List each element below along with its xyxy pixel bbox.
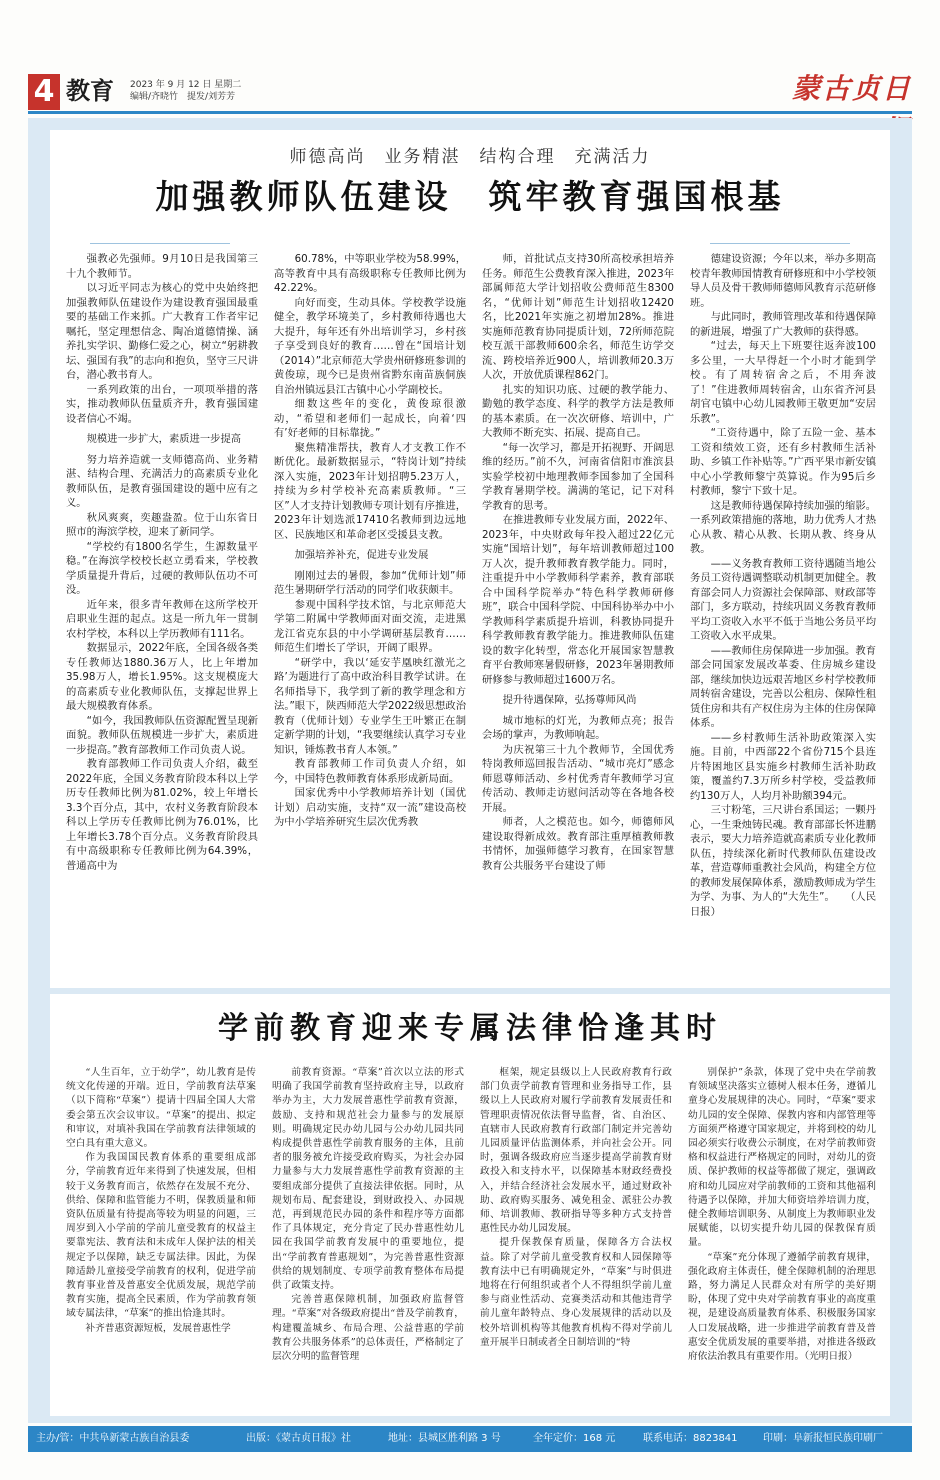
paragraph: 与此同时，教师管理改革和待遇保障的新进展，增强了广大教师的获得感。 [690, 311, 876, 338]
newspaper-logo: 蒙古贞日 [791, 72, 912, 105]
paragraph: 为庆祝第三十九个教师节，全国优秀特岗教师巡回报告活动、“城市亮灯”感念师恩尊师活动、乡村优秀青年教师学习宣传活动、教师走访慰问活动等在各地各校开展。 [482, 743, 674, 814]
article-column-4 [688, 1066, 876, 1408]
paragraph: 城市地标的灯光，为教师点亮；报告会场的掌声，为教师响起。 [482, 714, 674, 741]
paragraph: 扎实的知识功底、过硬的教学能力、勤勉的教学态度、科学的教学方法是教师的基本素质。在一次次研修、培训中，广大教师不断充实、拓展、提高自己。 [482, 383, 674, 439]
article-column-1 [66, 1066, 256, 1408]
paragraph: 参观中国科学技术馆，与北京师范大学第二附属中学教师面对面交流，走进黑龙江省克东县的中小学调研基层教育……师范生们增长了学识，开阔了眼界。 [274, 598, 466, 654]
paragraph: 努力培养造就一支师德高尚、业务精湛、结构合理、充满活力的高素质专业化教师队伍，是教育强国建设的题中应有之义。 [66, 453, 258, 509]
paragraph: “过去，每天上下班要往返奔波100多公里，一大早得赶一个小时才能到学校。有了周转宿舍之后，不用奔波了！”住进教师周转宿舍，山东省齐河县胡官屯镇中心幼儿园教师王敬更加“安居乐教”。 [690, 340, 876, 425]
paragraph: 框架，规定县级以上人民政府教育行政部门负责学前教育管理和业务指导工作，县级以上人民政府对履行学前教育发展责任和管理职责情况依法督导监督，省、自治区、直辖市人民政府教育行政部门制定并完善幼儿园质量评估监测体系，并向社会公开。同时，强调各级政府应当逐步提高学前教育财政投入和支持水平，以保障基本财政经费投入，并结合经济社会发展水平，通过财政补助、政府购买服务、减免租金、派驻公办教师、培训教师、教研指导等多种方式支持普惠性民办幼儿园发展。 [480, 1067, 672, 1235]
footer-publisher: 出版：《蒙古贞日报》社 [246, 1433, 351, 1444]
article-column-3 [482, 252, 674, 980]
footer-phone: 联系电话：8823841 [643, 1433, 738, 1444]
paragraph: “研学中，我以‘延安芋凰映红激光之路’为题进行了高中政治科目教学试讲。在名师指导下，我学到了新的教学理念和方法。”眼下，陕西师范大学2022级思想政治教育（优师计划）专业学生王叶繁正在制定新学期的计划，“我要继续认真学习专业知识，锤炼教书育人本领。” [274, 656, 466, 756]
article-column-2 [272, 1066, 464, 1408]
section-subheading: 提升待遇保障，弘扬尊师风尚 [502, 694, 637, 706]
paragraph: 补齐普惠资源短板，发展普惠性学 [85, 1322, 231, 1334]
masthead [28, 68, 912, 114]
paragraph: “工资待遇中，除了五险一金、基本工资和绩效工资，还有乡村教师生活补助、乡镇工作补贴等。”广西平果市新安镇中心小学教师黎宁英算说。作为95后乡村教师，黎宁下致十足。 [690, 427, 876, 497]
article-teachers [50, 130, 890, 988]
paragraph: 作为我国国民教育体系的重要组成部分，学前教育近年来得到了快速发展，但相较于义务教育而言，依然存在发展不充分、供给、保障和监管能力不明，保教质量和师资队伍质量有待提高等较为明显的问题，三周岁到入小学前的学前儿童受教育的权益主要靠宪法、教育法和未成年人保护法的相关规定予以保障，缺乏专属法律。因此，为保障适龄儿童接受学前教育的权利，促进学前教育事业普及普惠安全优质发展，规范学前教育实施，提高全民素质，作为学前教育领域专属法律，“草案”的推出恰逢其时。 [66, 1152, 256, 1320]
article-preschool-law [50, 994, 890, 1416]
paragraph: 这是教师待遇保障持续加强的缩影。一系列政策措施的落地，助力优秀人才热心从教、精心从教、长期从教、终身从教。 [690, 499, 876, 555]
paragraph: 聚焦精准帮扶，教育人才支教工作不断优化。最新数据显示，“特岗计划”持续深入实施，2023年计划招聘5.23万人，持续为乡村学校补充高素质教师。“三区”人才支持计划教师专项计划有序推进，2023年计划选派17410名教师到边远地区、民族地区和革命老区受援县支教。 [274, 441, 466, 541]
paragraph: 60.78%，中等职业学校为58.99%，高等教育中具有高级职称专任教师比例为42.22%。 [274, 253, 466, 294]
article-headline: 学前教育迎来专属法律恰逢其时 [218, 1011, 722, 1046]
issue-date: 2023 年 9 月 12 日 星期二 [130, 80, 242, 90]
paragraph: 师者，人之模范也。如今，师德师风建设取得新成效。教育部注重厚植教师教书情怀，加强师德学习教育，在国家智慧教育公共服务平台建设了师 [482, 816, 674, 872]
paragraph: 以习近平同志为核心的党中央始终把加强教师队伍建设作为建设教育强国最重要的基础工作来抓。广大教育工作者牢记嘱托，坚定理想信念、陶冶道德情操、涵养扎实学识、勤修仁爱之心，树立“躬耕教坛、强国有我”的志向和抱负，坚守三尺讲台，潜心教书育人。 [66, 282, 258, 381]
headline-rule-left [90, 243, 230, 244]
paragraph: 师，首批试点支持30所高校承担培养任务。师范生公费教育深入推进，2023年部属师范大学计划招收公费师范生8300名，“优师计划”师范生计划招收12420名，比2021年实施之初增加28%。推进实施师范教育协同提质计划，72所师范院校互派干部教师600余名，师范生访学交流、跨校培养近900人，培训教师20.3万人次，开放优质课程862门。 [482, 253, 674, 381]
paragraph: 在推进教师专业发展方面，2022年、2023年，中央财政每年投入超过22亿元实施“国培计划”，每年培训教师超过100万人次，提升教师教育教学能力。同时，注重提升中小学教师科学素养，教育部联合中国科学院举办“特色科学教师研修班”，联合中国科学院、中国科协举办中小学教师科学素质提升培训，科教协同提升科学教师教育教学能力。推进教师队伍建设的数字化转型，常态化开展国家智慧教育平台教师寒暑假研修，2023年暑期教师研修参与教师超过1600万名。 [482, 514, 674, 686]
paragraph: 德建设资源；今年以来，举办多期高校青年教师国情教育研修班和中小学校领导人员及骨干教师师德师风教育示范研修班。 [690, 253, 876, 309]
article-column-2 [274, 252, 466, 980]
article-column-4 [690, 252, 876, 980]
headline-rule-right [710, 243, 850, 244]
page-number: 4 [28, 74, 60, 110]
paragraph: 别保护”条款，体现了党中央在学前教育领域坚决落实立德树人根本任务，遵循儿童身心发展规律的决心。同时，“草案”要求幼儿园的安全保障、保教内容和内部管理等方面须严格遵守国家规定，并将到校的幼儿园必须实行收费公示制度，在对学前教师资格和权益进行严格规定的同时，对幼儿的资质、保护教师的权益等都做了规定，强调政府和幼儿园应对学前教师的工资和其他福利待遇予以保障，并加大师资培养培训力度，健全教师培训职务、从制度上为教师职业发展赋能，以切实提升幼儿园的保教保育质量。 [688, 1067, 876, 1249]
paragraph: 一系列政策的出台，一项项举措的落实，推动教师队伍量质齐升，教育强国建设者信心不竭。 [66, 383, 258, 425]
paragraph: 细数这些年的变化，黄俊琼很激动，“希望和老师们一起成长，向着‘四有’好老师的目标靠拢。” [274, 398, 466, 439]
paragraph: 刚刚过去的暑假，参加“优师计划”师范生暑期研学行活动的同学们收获颇丰。 [274, 569, 466, 596]
article-headline: 加强教师队伍建设 筑牢教育强国根基 [155, 177, 785, 216]
paragraph: “人生百年，立于幼学”，幼儿教育是传统文化传递的开端。近日，学前教育法草案（以下简称“草案”）提请十四届全国人大常委会第五次会议审议。“草案”的提出、拟定和审议，对填补我国在学前教育法律领域的空白具有重大意义。 [66, 1067, 256, 1150]
paragraph: ——教师住房保障进一步加强。教育部会同国家发展改革委、住房城乡建设部，继续加快边远艰苦地区乡村学校教师周转宿舍建设，完善以公租房、保障性租赁住房和共有产权住房为主体的住房保障体系。 [690, 644, 876, 729]
article-column-3 [480, 1066, 672, 1408]
footer-printer: 印刷：阜新报恒民族印刷厂 [763, 1433, 883, 1444]
paragraph: 三寸粉笔，三尺讲台系国运；一颗丹心，一生秉烛铸民魂。教育部部长怀进鹏表示，要大力培养造就高素质专业化教师队伍，持续深化新时代教师队伍建设改革，营造尊师重教社会风尚，构建全方位的教师发展保障体系，激励教师成为学生为学、为事、为人的“大先生”。 （人民日报） [690, 804, 876, 918]
paragraph: 强教必先强师。9月10日是我国第三十九个教师节。 [66, 253, 258, 280]
paragraph: ——乡村教师生活补助政策深入实施。目前，中西部22个省份715个县连片特困地区县实施乡村教师生活补助政策，覆盖约7.3万所乡村学校，受益教师约130万人，人均月补助额394元。 [690, 731, 876, 802]
paragraph: 教育部教师工作司负责人介绍，截至2022年底，全国义务教育阶段本科以上学历专任教师比例为81.02%，较上年增长3.3个百分点，其中，农村义务教育阶段本科以上学历专任教师比例为76.01%，比上年增长3.78个百分点。义务教育阶段具有中高级职称专任教师比例为64.39%，普通高中为 [66, 758, 258, 872]
paragraph: 数据显示，2022年底，全国各级各类专任教师达1880.36万人，比上年增加35.98万人，增长1.95%。这支规模庞大的高素质专业化教师队伍，支撑起世界上最大规模教育体系。 [66, 642, 258, 712]
paragraph: 提升保教保育质量，保障各方合法权益。除了对学前儿童受教育权和人园保障等教育法中已有明确规定外，“草案”与时俱进地将在行何组织或者个人不得组织学前儿童参与商业性活动、竞赛类活动和其他违背学前儿童年龄特点、身心发展规律的活动以及校外培训机构等其他教育机构不得对学前儿童开展半日制或者全日制培训的“特 [480, 1237, 672, 1348]
paragraph: “每一次学习，都是开拓视野、开阔思维的经历。”前不久，河南省信阳市淮滨县实验学校初中地理教师李国参加了全国科学教育暑期学校。满满的笔记，记下对科学教育的思考。 [482, 441, 674, 512]
paragraph: “学校约有1800名学生，生源数量平稳。”在海滨学校校长赵立勇看来，学校教学质量提升背后，过硬的教师队伍功不可没。 [66, 540, 258, 596]
paragraph: 秋风爽爽，奕趣盎盈。位于山东省日照市的海滨学校，迎来了新同学。 [66, 511, 258, 538]
footer-price: 全年定价：168 元 [533, 1433, 616, 1444]
section-title: 教育 [66, 77, 114, 105]
paragraph: 前教育资源。“草案”首次以立法的形式明确了我国学前教育坚持政府主导，以政府举办为主，大力发展普惠性学前教育资源，鼓励、支持和规范社会力量参与的发展原则。明确规定民办幼儿园与公办幼儿园共同构成提供普惠性学前教育服务的主体，且前者的服务被允许接受政府购买，为社会办园力量参与大力发展普惠性学前教育资源的主要组成部分提供了直接法律依据。同时，从规划布局、配套建设，到财政投入、办园规范，再到规范民办园的条件和程序等方面都作了具体规定，充分肯定了民办普惠性幼儿园在我国学前教育发展中的重要地位，提出“学前教育普惠规划”，为完善普惠性资源供给的规划制度、专项学前教育整体布局提供了政策支持。 [272, 1067, 464, 1292]
paragraph: 完善普惠保障机制，加强政府监督管理。“草案”对各级政府提出“普及学前教育，构建覆盖城乡、布局合理、公益普惠的学前教育公共服务体系”的总体责任，严格制定了层次分明的监督管理 [272, 1294, 464, 1363]
article-kicker: 师德高尚 业务精湛 结构合理 充满活力 [289, 147, 651, 167]
section-subheading: 规模进一步扩大，素质进一步提高 [86, 433, 242, 445]
editors-line: 编辑/齐晓竹 提发/刘芳芳 [130, 92, 236, 102]
paragraph: 国家优秀中小学教师培养计划（国优计划）启动实施，支持“双一流”建设高校为中小学培养研究生层次优秀教 [274, 787, 466, 828]
paragraph: “草案”充分体现了遵循学前教育规律，强化政府主体责任，健全保障机制的治理思路，努力满足人民群众对有所学的美好期盼，体现了党中央对学前教育事业的高度重视，是建设高质量教育体系、积极服务国家人口发展战略，进一步推进学前教育普及普惠安全优质发展的重要举措，对推进各级政府依法治教具有重要作用。（光明日报） [688, 1251, 876, 1363]
footer-host: 主办/管：中共阜新蒙古族自治县委 [36, 1433, 190, 1444]
paragraph: “如今，我国教师队伍资源配置呈现新面貌。教师队伍规模进一步扩大，素质进一步提高。”教育部教师工作司负责人说。 [66, 714, 258, 756]
footer-bar [28, 1426, 912, 1452]
paragraph: ——义务教育教师工资待遇随当地公务员工资待遇调整联动机制更加健全。教育部会同人力资源社会保障部、财政部等部门，多方联动，持续巩固义务教育教师平均工资收入水平不低于当地公务员平均工资收入水平成果。 [690, 557, 876, 642]
footer-address: 地址：县城区胜利路 3 号 [388, 1433, 501, 1444]
article-column-1 [66, 252, 258, 980]
section-subheading: 加强培养补充，促进专业发展 [294, 549, 429, 561]
paragraph: 向好而变，生动具体。学校教学设施健全，教学环境美了，乡村教师待遇也大大提升，每年还有外出培训学习，乡村孩子享受到良好的教育……曾在“国培计划（2014）”北京师范大学贵州研修班参训的黄俊琼，现今已是贵州省黔东南苗族侗族自治州镇远县江古镇中心小学副校长。 [274, 296, 466, 396]
paragraph: 近年来，很多青年教师在这所学校开启职业生涯的起点。这是一所九年一贯制农村学校，本科以上学历教师有111名。 [66, 598, 258, 640]
paragraph: 教育部教师工作司负责人介绍，如今，中国特色教师教育体系形成新局面。 [274, 758, 466, 785]
